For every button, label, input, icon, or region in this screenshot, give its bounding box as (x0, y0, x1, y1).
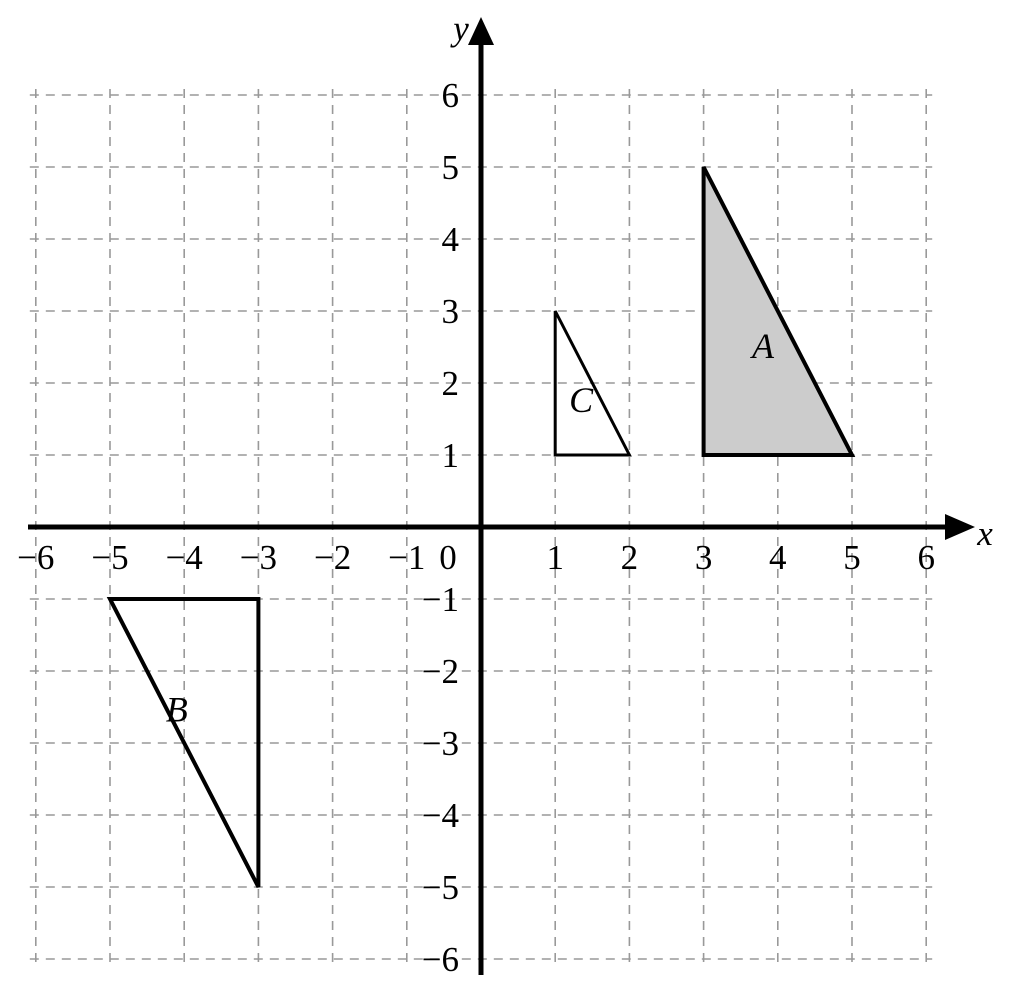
x-tick-label: −2 (313, 538, 352, 577)
x-tick-label: 2 (620, 538, 639, 577)
x-tick-label: −4 (165, 538, 203, 577)
labels-group (17, 9, 993, 979)
x-tick-label: 1 (546, 538, 564, 577)
x-tick-label: −6 (17, 538, 55, 577)
x-tick-label: 6 (917, 538, 935, 577)
origin-label: 0 (439, 538, 457, 577)
y-tick-label: −2 (421, 652, 459, 691)
axes-group (28, 17, 975, 975)
y-tick-label: 3 (441, 292, 459, 331)
shape-label-b: B (165, 689, 188, 730)
y-tick-label: −1 (421, 580, 459, 619)
y-tick-label: 5 (441, 148, 459, 187)
y-tick-label: 4 (441, 220, 459, 259)
y-tick-label: 2 (441, 364, 459, 403)
y-tick-label: −4 (421, 796, 459, 835)
y-tick-label: −3 (421, 724, 459, 763)
x-tick-label: 3 (694, 538, 713, 577)
x-axis-label: x (977, 514, 993, 553)
y-axis-arrow-icon (468, 17, 494, 45)
shape-label-a: A (751, 325, 774, 366)
y-tick-label: 1 (441, 436, 459, 475)
y-axis-label: y (453, 9, 469, 48)
x-tick-label: 5 (843, 538, 861, 577)
x-tick-label: −5 (91, 538, 129, 577)
y-tick-label: 6 (441, 76, 459, 115)
y-tick-label: −5 (421, 868, 459, 907)
shape-label-c: C (569, 379, 594, 420)
x-tick-label: −1 (388, 538, 426, 577)
x-tick-label: 4 (769, 538, 787, 577)
triangle-a (704, 167, 852, 455)
x-axis-arrow-icon (945, 514, 975, 540)
y-tick-label: −6 (421, 940, 459, 979)
x-tick-label: −3 (239, 538, 278, 577)
